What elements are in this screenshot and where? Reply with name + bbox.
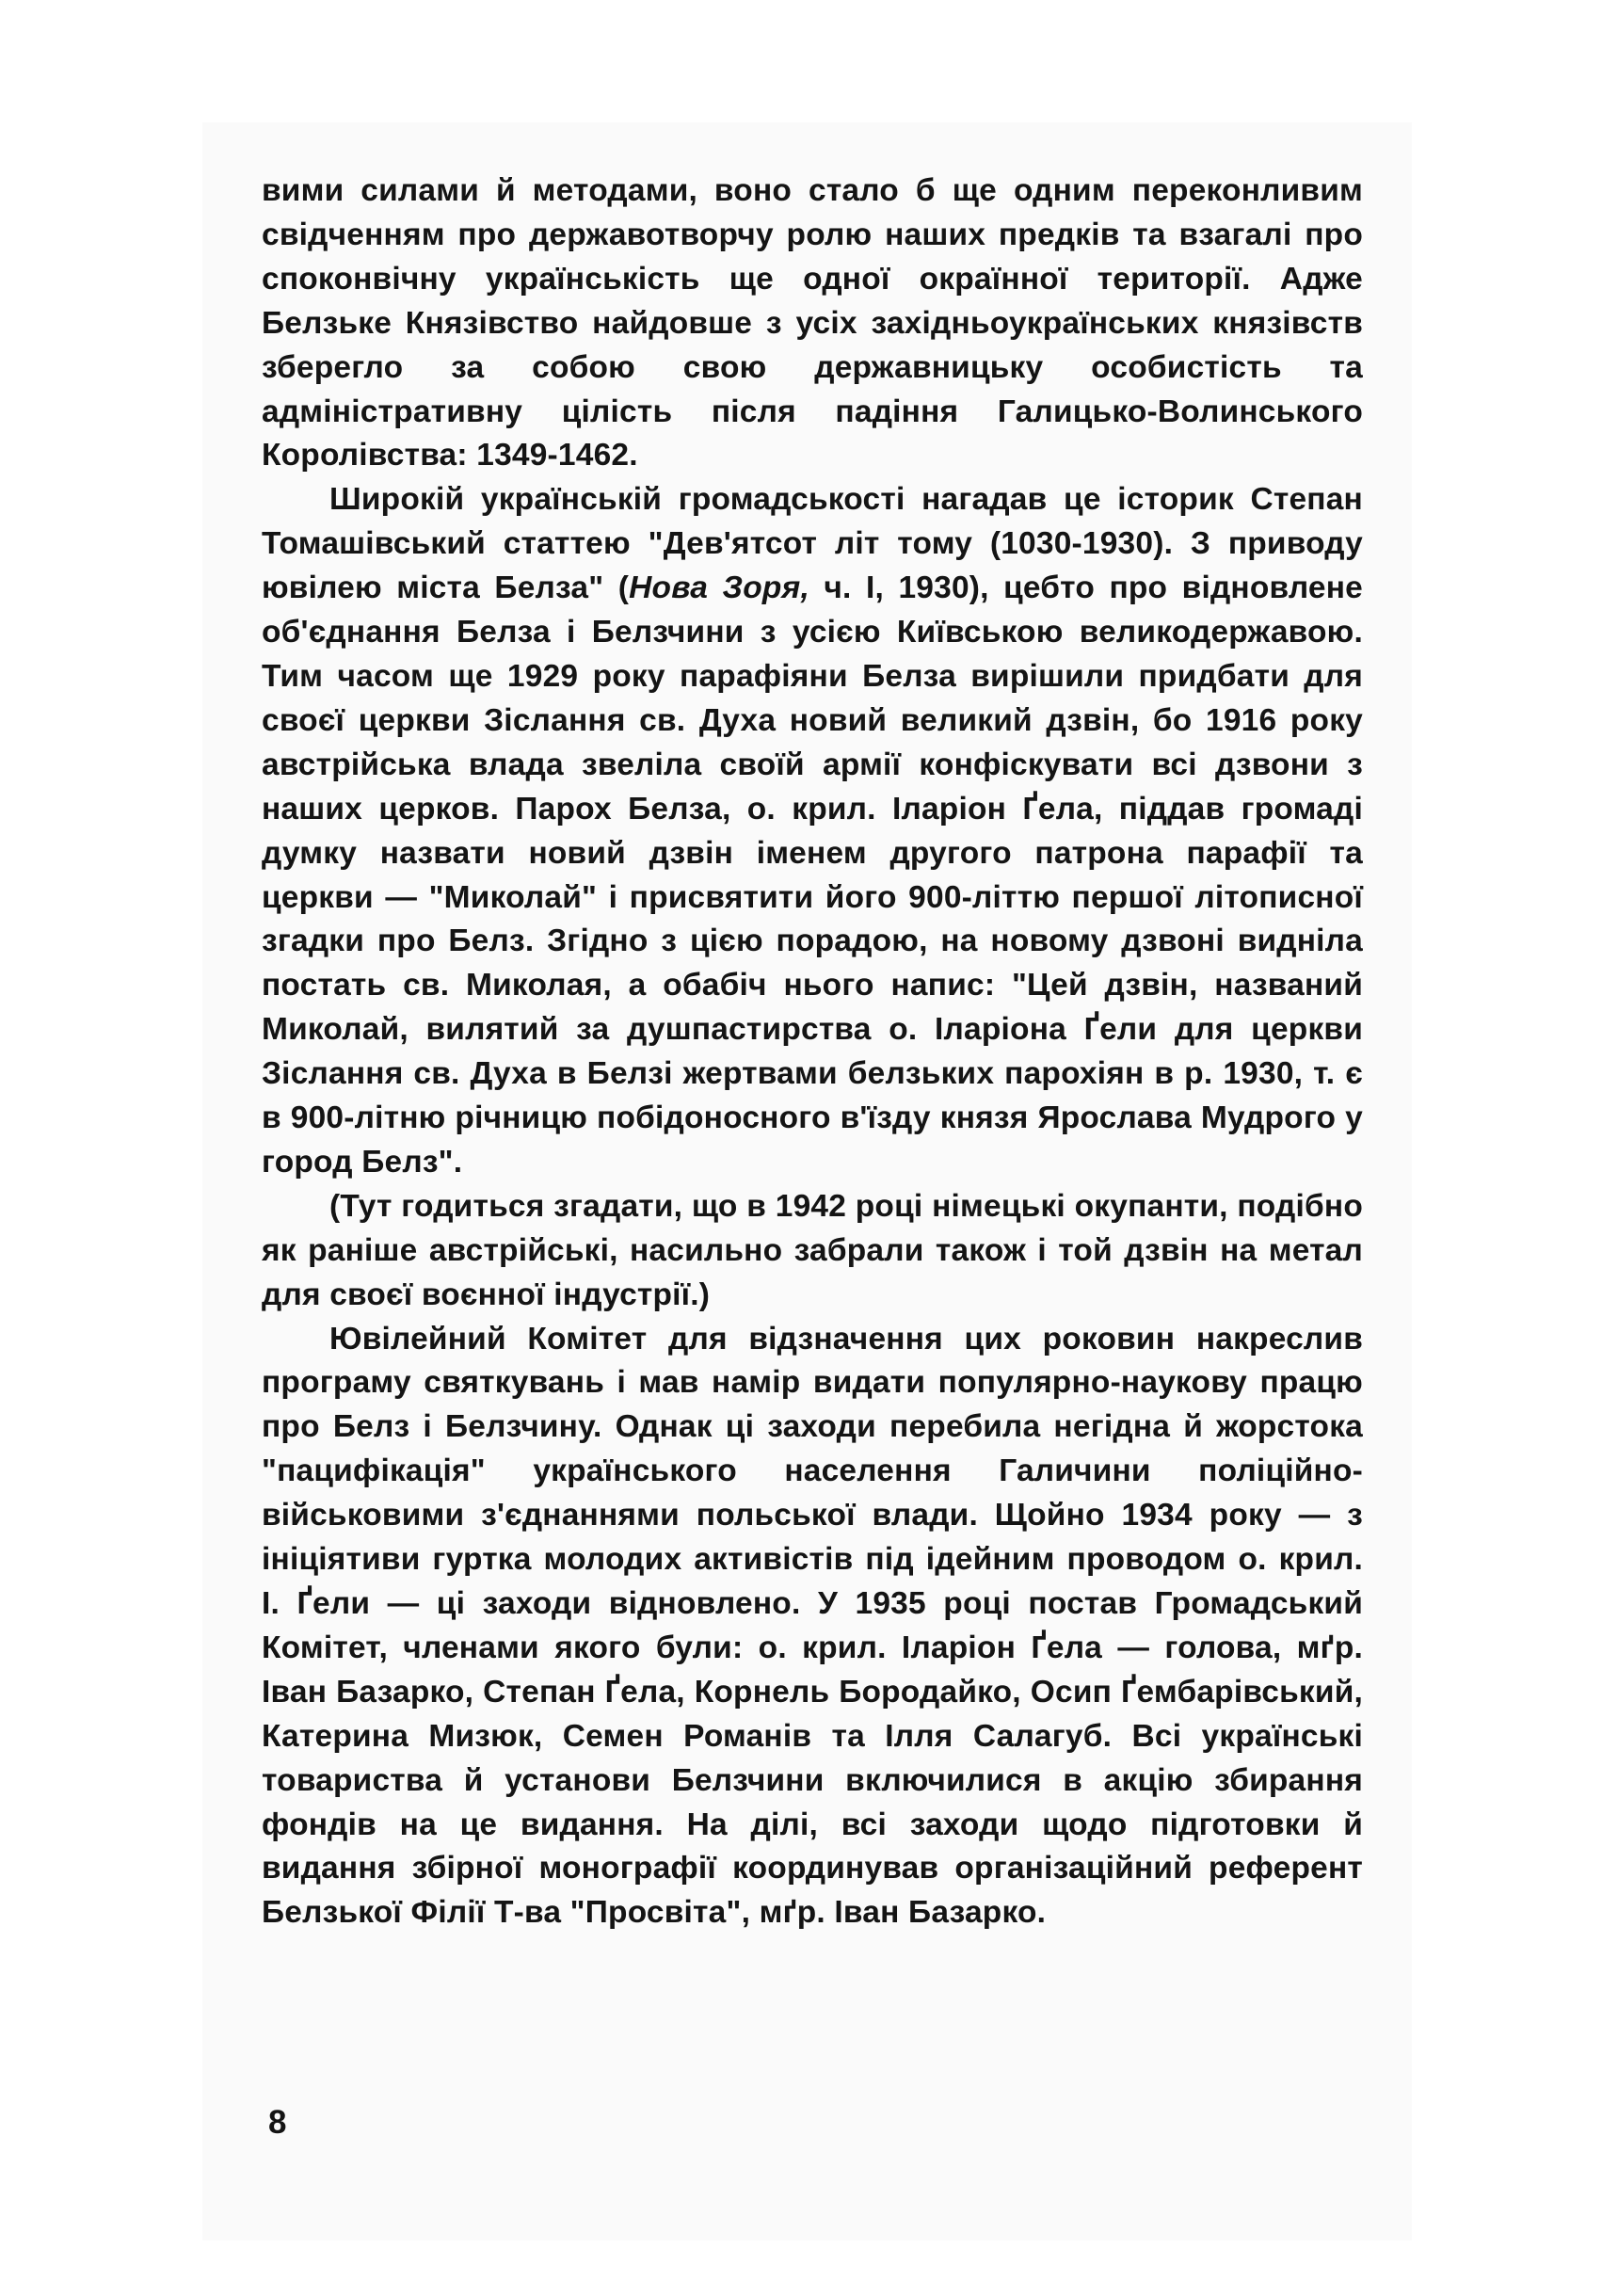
- paragraph-text-before-journal: Широкій українській громадськості нагадав це історик Степан Томашівський статтею "Дев'ятсот літ тому (1030-1930). З приводу ювілею міста Белза" (: [262, 482, 1363, 606]
- paragraph-tomashivsky: [262, 478, 1363, 1185]
- paragraph-text-after-journal: ч. І, 1930), цебто про відновлене об'єднання Белза і Белзчини з усією Київською великодержавою. Тим часом ще 1929 року парафіяни Белза вирішили придбати для своєї церкви Зіслання св. Духа новий великий дзвін, бо 1916 року австрійська влада звеліла своїй армії конфіскувати всі дзвони з наших церков. Парох Белза, о. крил. Іларіон Ґела, піддав громаді думку назвати новий дзвін іменем другого патрона парафії та церкви — "Миколай" і присвятити його 900-літтю першої літописної згадки про Белз. Згідно з цією порадою, на новому дзвоні видніла постать св. Миколая, а обабіч нього напис: "Цей дзвін, названий Миколай, вилятий за душпастирства о. Іларіона Ґели для церкви Зіслання св. Духа в Белзі жертвами белзьких парохіян в р. 1930, т. є в 900-літню річницю побідоносного в'їзду князя Ярослава Мудрого у город Белз".: [262, 570, 1364, 1180]
- journal-title: Нова Зоря,: [629, 570, 809, 606]
- paragraph-committee: Ювілейний Комітет для відзначення цих роковин накреслив програму святкувань і мав намір видати популярно-наукову працю про Белз і Белзчину. Однак ці заходи перебила негідна й жорстока "пацифікація" українського населення Галичини поліційно-військовими з'єднаннями польської влади. Щойно 1934 року — з ініціятиви гуртка молодих активістів під ідейним проводом о. крил. І. Ґели — ці заходи відновлено. У 1935 році постав Громадський Комітет, членами якого були: о. крил. Іларіон Ґела — голова, мґр. Іван Базарко, Степан Ґела, Корнель Бородайко, Осип Ґембарівський, Катерина Мизюк, Семен Романів та Ілля Салагуб. Всі українські товариства й установи Белзчини включилися в акцію збирання фондів на це видання. На ділі, всі заходи щодо підготовки й видання збірної монографії координував організаційний референт Белзької Філії Т-ва "Просвіта", мґр. Іван Базарко.: [262, 1321, 1363, 1931]
- page-number: 8: [268, 2104, 287, 2141]
- body-text: [262, 169, 1363, 1935]
- paragraph-note: (Тут годиться згадати, що в 1942 році німецькі окупанти, подібно як раніше австрійські, насильно забрали також і той дзвін на метал для своєї воєнної індустрії.): [262, 1188, 1363, 1312]
- paragraph-continuation: вими силами й методами, воно стало б ще одним переконливим свідченням про державотворчу ролю наших предків та взагалі про споконвічну українськість ще одної окраїнної території. Адже Белзьке Князівство найдовше з усіх західньоукраїнських князівств зберегло за собою свою державницьку особистість та адміністративну цілість після падіння Галицько-Волинського Королівства: 1349-1462.: [262, 173, 1363, 474]
